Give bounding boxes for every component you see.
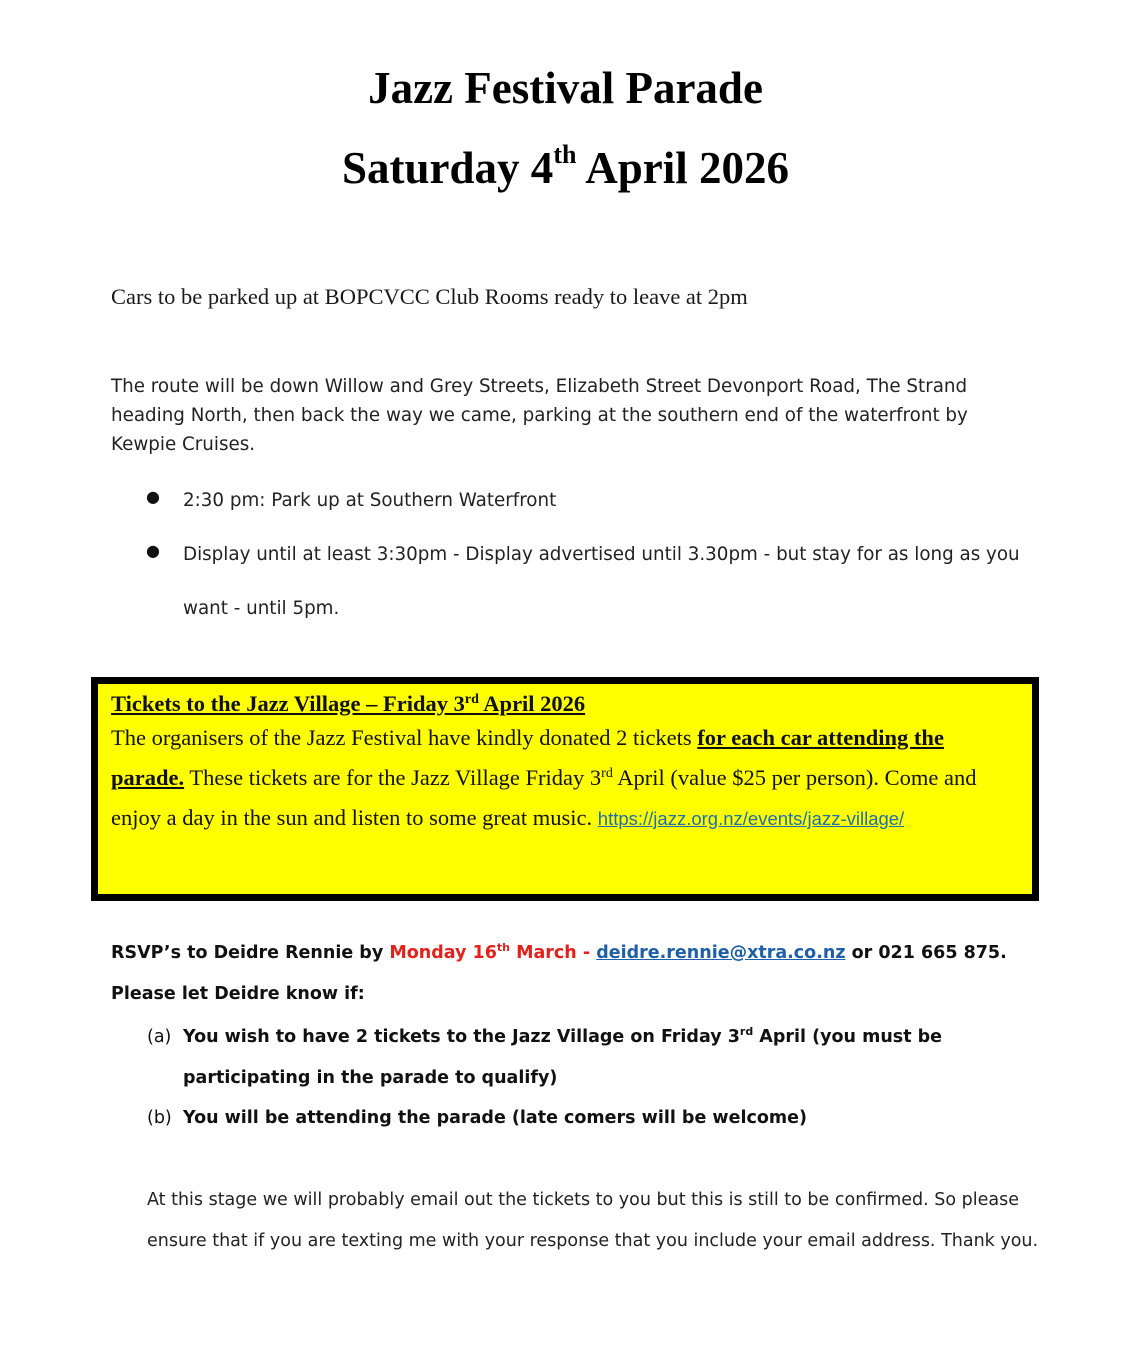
cars-instruction: Cars to be parked up at BOPCVCC Club Rooms ready to leave at 2pm [111, 284, 748, 309]
tickets-body-intro: The organisers of the Jazz Festival have kindly donated 2 tickets [111, 725, 698, 750]
tickets-body-emphasis: for each car attending the parade. [111, 725, 944, 790]
bullet-item-park-up: 2:30 pm: Park up at Southern Waterfront [183, 490, 557, 511]
rsvp-line [111, 943, 1031, 963]
let-know-heading: Please let Deidre know if: [111, 984, 365, 1004]
tickets-body-rest: April (value $25 per person). Come and enjoy a day in the sun and listen to some great music. [111, 765, 977, 830]
rsvp-deadline-month: March [509, 943, 577, 963]
tickets-content [111, 690, 1021, 839]
route-description: The route will be down Willow and Grey Streets, Elizabeth Street Devonport Road, The Strand heading North, then back the way we came, parking at the southern end of the waterfront by Kewpie Cruises. [111, 376, 968, 455]
tickets-body-mid: These tickets are for the Jazz Village Friday 3 [184, 765, 602, 790]
page-title-line1: Jazz Festival Parade [368, 63, 763, 113]
option-a-text [183, 1017, 1027, 1099]
page-title-line2 [0, 142, 1131, 194]
tickets-heading [111, 690, 1021, 718]
tickets-highlight-box [91, 677, 1039, 901]
option-a-suffix: rd [739, 1025, 754, 1038]
rsvp-dash: - [576, 943, 597, 963]
rsvp-email-link[interactable]: deidre.rennie@xtra.co.nz [596, 943, 846, 963]
title-date-text: Saturday 4 [342, 143, 554, 193]
tickets-heading-suffix: rd [464, 692, 479, 707]
option-b [147, 1098, 1027, 1139]
rsvp-deadline-suffix: th [496, 941, 510, 954]
option-b-text: You will be attending the parade (late comers will be welcome) [183, 1108, 807, 1128]
rsvp-intro: RSVP’s to Deidre Rennie by [111, 943, 390, 963]
option-a-label: (a) [147, 1027, 172, 1047]
bullet-dot-1: ● [146, 487, 160, 506]
option-a-text-start: You wish to have 2 tickets to the Jazz Village on Friday 3 [183, 1027, 740, 1047]
bullet-item-display: Display until at least 3:30pm - Display advertised until 3.30pm - but stay for as long as you want - until 5pm. [183, 544, 1020, 619]
rsvp-phone: or 021 665 875. [845, 943, 1007, 963]
option-a-text-rest: April (you must be participating in the parade to qualify) [183, 1027, 943, 1088]
rsvp-deadline-date: Monday 16 [389, 943, 497, 963]
rsvp-deadline [389, 943, 596, 963]
closing-paragraph: At this stage we will probably email out the tickets to you but this is still to be confirmed. So please ensure that if you are texting me with your response that you include your email address. Thank you. [147, 1190, 1039, 1251]
title-date-suffix: th [553, 140, 577, 169]
tickets-body-suffix: rd [601, 766, 613, 781]
tickets-heading-rest: April 2026 [478, 691, 586, 716]
option-b-label: (b) [147, 1108, 172, 1128]
tickets-body [111, 718, 1021, 839]
bullet-dot-2: ● [146, 541, 160, 560]
option-a [147, 1017, 1027, 1099]
jazz-village-link[interactable]: https://jazz.org.nz/events/jazz-village/ [597, 808, 905, 829]
tickets-heading-text: Tickets to the Jazz Village – Friday 3 [111, 691, 465, 716]
title-date-rest: April 2026 [576, 143, 789, 193]
